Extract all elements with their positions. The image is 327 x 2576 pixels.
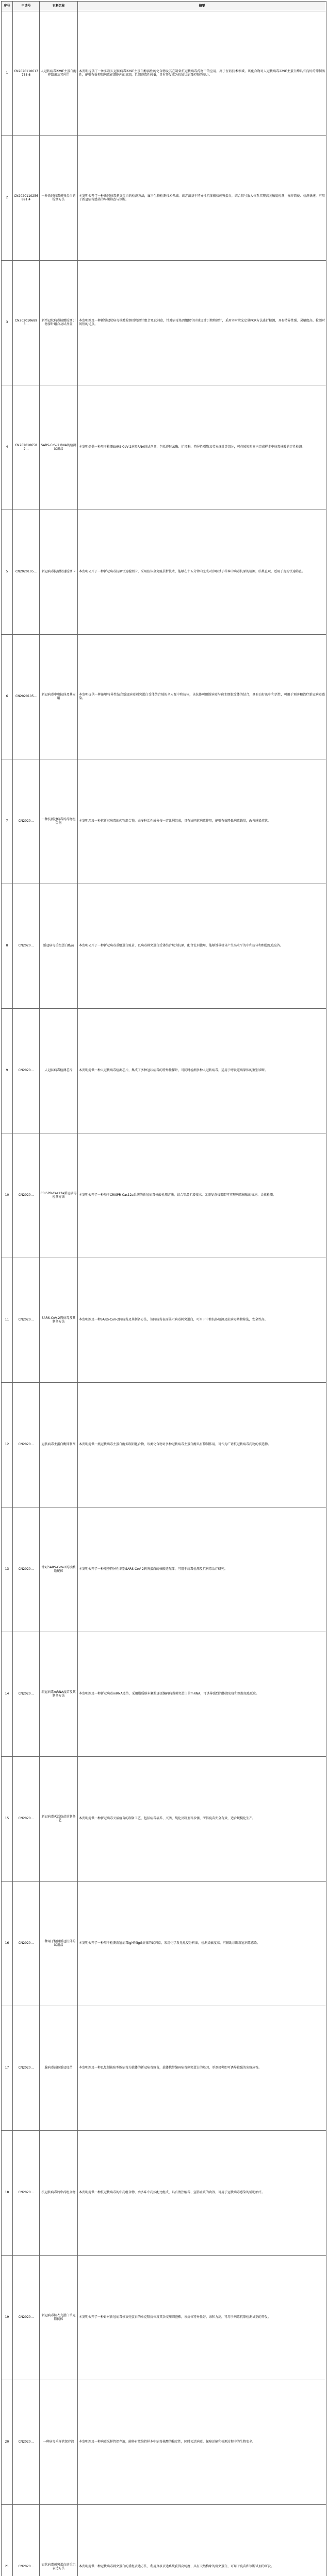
abstract-cell: 本发明提供一种冠状病毒刺突蛋白的重组表达方法，利用真核表达系统获得高纯度、具有天然构象的刺突蛋白，可用于疫苗和诊断试剂的研发。: [78, 2505, 326, 2576]
table-row: [2, 635, 326, 759]
application-number-cell: CN2020...: [13, 1383, 40, 1507]
abstract-cell: 本发明公开了一种针对新冠病毒核衣壳蛋白的单克隆抗体及其杂交瘤细胞株，该抗体特异性好、亲和力高，可用于病毒抗原检测试剂的开发。: [78, 2256, 326, 2380]
abstract-cell: 本发明提供一种新冠病毒灭活疫苗的制备工艺，包括病毒培养、灭活、纯化及制剂等步骤，所得疫苗安全有效，适合规模化生产。: [78, 1757, 326, 1882]
abstract-cell: 本发明公开了一种能够特异性识别SARS-CoV-2刺突蛋白的核酸适配体，可用于病毒检测及抗病毒治疗研究。: [78, 1507, 326, 1632]
abstract-cell: 本发明提供一种能够特异性结合新冠病毒刺突蛋白受体结合域的全人源中和抗体，该抗体可阻断病毒与宿主细胞受体的结合，具有良好的中和活性，可用于预防和治疗新冠病毒感染。: [78, 635, 326, 759]
application-number-cell: CN2020110256891.4: [13, 136, 40, 261]
application-number-cell: CN2020...: [13, 2006, 40, 2131]
abstract-cell: 本发明公开了一种新冠病毒抗原快速检测卡，采用胶体金免疫层析技术，能够在十五分钟内完成对鼻咽拭子样本中病毒抗原的检测，结果直观，适用于现场快速筛查。: [78, 510, 326, 635]
serial-cell: 18: [2, 2131, 13, 2256]
application-number-cell: CN2020...: [13, 1009, 40, 1133]
serial-cell: 11: [2, 1258, 13, 1383]
table-row: [2, 2256, 326, 2380]
serial-cell: 16: [2, 1882, 13, 2006]
table-row: [2, 1009, 326, 1133]
table-row: [2, 2131, 326, 2256]
patent-name-cell: 一种用于检测新冠抗体的试剂盒: [40, 1882, 78, 2006]
table-row: [2, 11, 326, 136]
application-number-cell: CN2020...: [13, 759, 40, 884]
abstract-cell: 本发明公开了一种新冠病毒重组蛋白疫苗，以病毒刺突蛋白受体结合域为抗原，配合佐剂使用，能够诱导机体产生高水平的中和抗体和细胞免疫应答。: [78, 884, 326, 1009]
patent-name-cell: 一种病毒采样管保存液: [40, 2380, 78, 2505]
application-number-cell: CN2020105...: [13, 635, 40, 759]
table-row: [2, 261, 326, 385]
header-abstract: 摘要: [78, 2, 326, 11]
serial-cell: 6: [2, 635, 13, 759]
application-number-cell: CN2020...: [13, 1882, 40, 2006]
application-number-cell: CN2020...: [13, 1258, 40, 1383]
table-row: [2, 884, 326, 1009]
serial-cell: 13: [2, 1507, 13, 1632]
patent-name-cell: 新冠病毒灭活疫苗的制备工艺: [40, 1757, 78, 1882]
patent-name-cell: 一种新冠病毒刺突蛋白的检测方法: [40, 136, 78, 261]
abstract-cell: 本发明涉及一种新型冠状病毒核酸检测引物探针组合及试剂盒，针对病毒基因组保守区域设计引物和探针，采用实时荧光定量PCR方法进行检测，具有特异性强、灵敏度高、检测时间短的优点。: [78, 261, 326, 385]
serial-cell: 14: [2, 1632, 13, 1757]
table-row: [2, 2380, 326, 2505]
serial-cell: 10: [2, 1133, 13, 1258]
application-number-cell: CN2020105...: [13, 510, 40, 635]
header-patent-name: 专利名称: [40, 2, 78, 11]
application-number-cell: CN2020106582...: [13, 385, 40, 510]
patent-name-cell: 腺病毒载体新冠疫苗: [40, 2006, 78, 2131]
serial-cell: 9: [2, 1009, 13, 1133]
table-row: [2, 136, 326, 261]
application-number-cell: CN2020...: [13, 2505, 40, 2576]
patent-name-cell: 一种抗新冠病毒的药物组合物: [40, 759, 78, 884]
abstract-cell: 本发明涉及一种以复制缺陷型腺病毒为载体的新冠病毒疫苗，载体携带编码病毒刺突蛋白的基因，单剂接种即可诱导较强的免疫应答。: [78, 2006, 326, 2131]
table-row: [2, 510, 326, 635]
serial-cell: 4: [2, 385, 13, 510]
application-number-cell: CN2020...: [13, 1632, 40, 1757]
table-row: [2, 1757, 326, 1882]
abstract-cell: 本发明提供一种用于检测SARS-CoV-2病毒RNA的试剂盒，包括逆转录酶、扩增酶、特异性引物及荧光探针等组分，可在较短时间内完成样本中病毒核酸的定性检测。: [78, 385, 326, 510]
application-number-cell: CN2020...: [13, 2131, 40, 2256]
patent-name-cell: 新冠病毒mRNA疫苗及其制备方法: [40, 1632, 78, 1757]
serial-cell: 8: [2, 884, 13, 1009]
table-row: [2, 1882, 326, 2006]
table-header-row: [2, 2, 326, 11]
patent-name-cell: 人冠状病毒检测芯片: [40, 1009, 78, 1133]
abstract-cell: 本发明提供了一种抑制人冠状病毒229E主蛋白酶活性的化合物及其在制备抗冠状病毒药物中的应用，属于医药技术领域。该化合物对人冠状病毒229E主蛋白酶具有良好的抑制活性，能够有效抑制病毒在细胞内的复制，且细胞毒性较低，具有开发成为抗冠状病毒药物的潜力。: [78, 11, 326, 136]
application-number-cell: CN2020...: [13, 2380, 40, 2505]
table-row: [2, 1507, 326, 1632]
patent-name-cell: 冠状病毒主蛋白酶抑制剂: [40, 1383, 78, 1507]
table-row: [2, 1133, 326, 1258]
abstract-cell: 本发明公开了一种基于CRISPR-Cas12a系统的新冠病毒核酸检测方法，结合等温扩增技术，无需复杂仪器即可实现病毒核酸的快速、灵敏检测。: [78, 1133, 326, 1258]
table-row: [2, 2505, 326, 2576]
table-row: [2, 759, 326, 884]
serial-cell: 12: [2, 1383, 13, 1507]
abstract-cell: 本发明提供一类冠状病毒主蛋白酶抑制剂化合物，该类化合物对多种冠状病毒主蛋白酶具有抑制作用，可作为广谱抗冠状病毒药物的候选物。: [78, 1383, 326, 1507]
application-number-cell: CN2020...: [13, 2256, 40, 2380]
patent-name-cell: 冠状病毒刺突蛋白的重组表达方法: [40, 2505, 78, 2576]
serial-cell: 2: [2, 136, 13, 261]
table-row: [2, 1632, 326, 1757]
application-number-cell: CN2020...: [13, 1507, 40, 1632]
serial-cell: 19: [2, 2256, 13, 2380]
abstract-cell: 本发明提供一种抗冠状病毒的中药组合物，由多味中药按配比组成，具有清热解毒、宣肺止咳的功效，可用于冠状病毒感染的辅助治疗。: [78, 2131, 326, 2256]
patent-name-cell: 新冠病毒中和抗体及其应用: [40, 635, 78, 759]
header-application-number: 申请号: [13, 2, 40, 11]
application-number-cell: CN2020...: [13, 1757, 40, 1882]
table-row: [2, 1258, 326, 1383]
patent-table: [1, 1, 326, 2576]
serial-cell: 5: [2, 510, 13, 635]
serial-cell: 20: [2, 2380, 13, 2505]
abstract-cell: 本发明公开了一种用于检测新冠病毒IgM和IgG抗体的试剂盒，采用化学发光免疫分析法，检测灵敏度高，可辅助诊断新冠病毒感染。: [78, 1882, 326, 2006]
abstract-cell: 本发明涉及一种病毒采样管保存液，能够有效维持样本中病毒核酸的稳定性，同时灭活病毒，保障运输和检测过程中的生物安全。: [78, 2380, 326, 2505]
patent-name-cell: 新型冠状病毒核酸检测引物探针组合及试剂盒: [40, 261, 78, 385]
serial-cell: 17: [2, 2006, 13, 2131]
application-number-cell: CN2020...: [13, 1133, 40, 1258]
table-body: [2, 11, 326, 2576]
patent-name-cell: 新冠病毒抗原快速检测卡: [40, 510, 78, 635]
abstract-cell: 本发明涉及一种抗新冠病毒的药物组合物，由多种活性成分按一定比例组成，具有协同抗病毒作用，能够有效降低病毒载量，改善感染症状。: [78, 759, 326, 884]
patent-name-cell: SARS-CoV-2假病毒及其制备方法: [40, 1258, 78, 1383]
abstract-cell: 本发明公开了一种新冠病毒刺突蛋白的检测方法，属于生物检测技术领域。该方法基于特异性抗体捕获刺突蛋白，结合信号放大体系实现高灵敏度检测，操作简便、检测快速，可用于新冠病毒感染的早期筛查与诊断。: [78, 136, 326, 261]
table-row: [2, 1383, 326, 1507]
serial-cell: 21: [2, 2505, 13, 2576]
abstract-cell: 本发明涉及一种SARS-CoV-2假病毒及其制备方法，该假病毒表面展示病毒刺突蛋白，可用于中和抗体检测及抗病毒药物筛选，安全性高。: [78, 1258, 326, 1383]
header-serial: 序号: [2, 2, 13, 11]
patent-name-cell: CRISPR-Cas12a新冠病毒检测方法: [40, 1133, 78, 1258]
serial-cell: 3: [2, 261, 13, 385]
application-number-cell: CN2020...: [13, 884, 40, 1009]
application-number-cell: CN2020106893...: [13, 261, 40, 385]
abstract-cell: 本发明提供一种人冠状病毒检测芯片，集成了多种冠状病毒的特异性探针，可同时检测多种人冠状病毒，适用于呼吸道病原体的鉴别诊断。: [78, 1009, 326, 1133]
patent-name-cell: 人冠状病毒229E主蛋白酶抑制剂及其应用: [40, 11, 78, 136]
patent-name-cell: 针对SARS-CoV-2的核酸适配体: [40, 1507, 78, 1632]
table-row: [2, 2006, 326, 2131]
patent-name-cell: SARS-CoV-2 RNA的检测试剂盒: [40, 385, 78, 510]
abstract-cell: 本发明涉及一种新冠病毒mRNA疫苗，采用脂质纳米颗粒递送编码病毒刺突蛋白的mRNA，可诱导强烈的体液免疫和细胞免疫反应。: [78, 1632, 326, 1757]
application-number-cell: CN2020110617733.6: [13, 11, 40, 136]
serial-cell: 7: [2, 759, 13, 884]
table-row: [2, 385, 326, 510]
patent-name-cell: 新冠病毒重组蛋白疫苗: [40, 884, 78, 1009]
patent-name-cell: 新冠病毒核衣壳蛋白单克隆抗体: [40, 2256, 78, 2380]
serial-cell: 1: [2, 11, 13, 136]
patent-name-cell: 抗冠状病毒的中药组合物: [40, 2131, 78, 2256]
serial-cell: 15: [2, 1757, 13, 1882]
